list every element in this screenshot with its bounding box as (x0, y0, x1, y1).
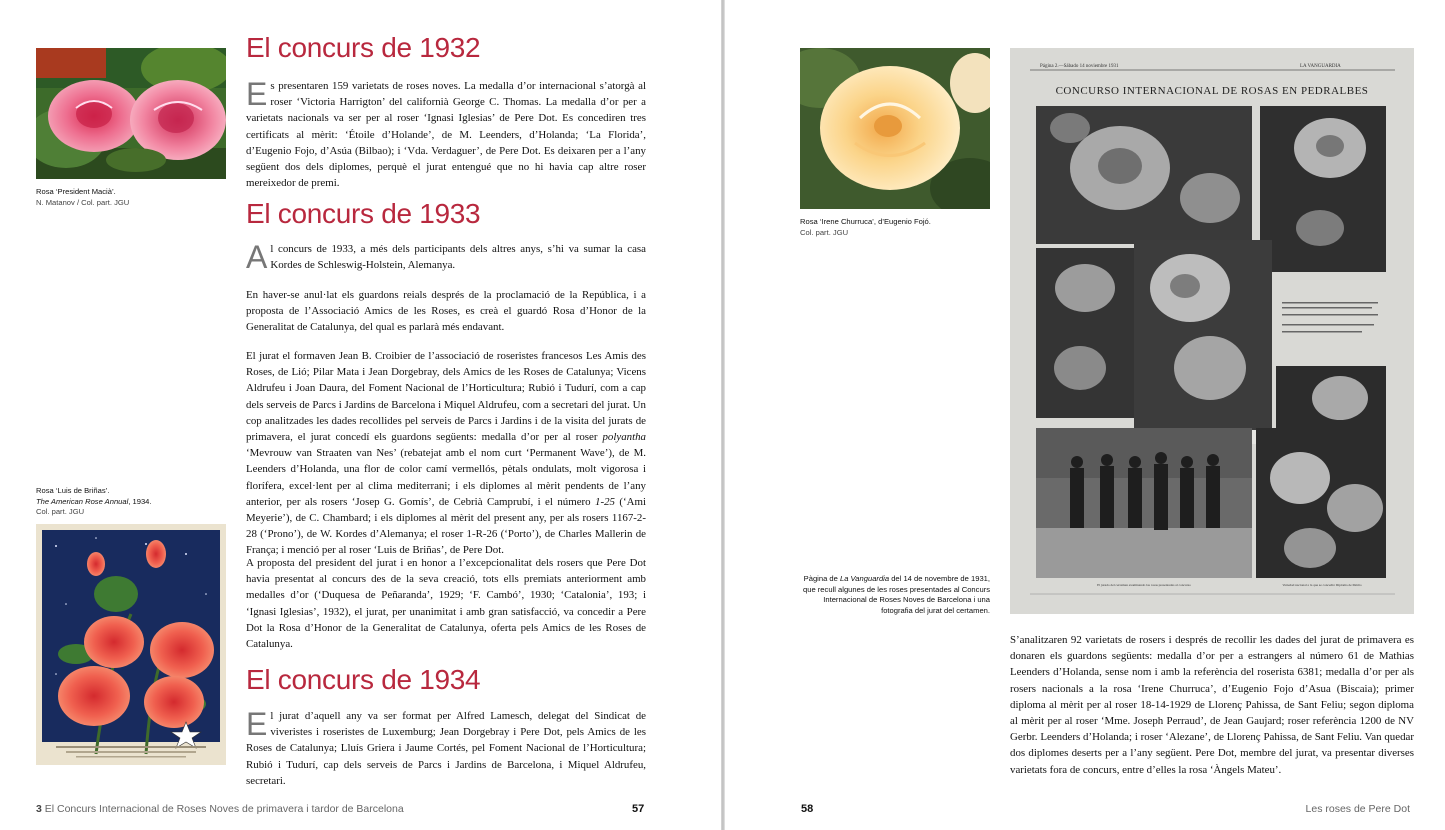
caption-credit: Col. part. JGU (36, 507, 85, 516)
paragraph-italic: polyantha (602, 431, 646, 444)
caption-source-italic: The American Rose Annual (36, 496, 129, 506)
caption-text: Pàgina de (803, 574, 840, 583)
paragraph-italic: 1-25 (595, 495, 615, 508)
drop-cap: E (246, 706, 268, 742)
paragraph-text: El jurat el formaven Jean B. Croibier de l’associació de roseristes francesos Les Amis des Roses, de Lió; Pilar Mata i Jean Dorgebray, dels Amics de les Roses de Catalunya; Vicens Aldrufeu i Joan Daura, del Foment Nacional de l’Horticultura; Rubió i Tudurí, com a cap dels serveis de Parcs i Jardins de Barcelona i Miquel Aldrufeu, com a secretari del jurat. Un cop analitzades les dades recollides pel serveis de Parcs i Jardins i de la visita del jurats de primavera, el jurat concedí els guardons següents: medalla d’or per al roser (246, 350, 646, 444)
newspaper-header-right: LA VANGUARDIA (1300, 64, 1341, 69)
chapter-number: 3 (36, 803, 42, 815)
photo-caption (36, 187, 226, 208)
caption-credit: N. Matanov / Col. part. JGU (36, 197, 130, 207)
caption-source-tail: , 1934. (128, 496, 152, 506)
caption-source (36, 497, 226, 508)
rose-illustration-luis-de-brinas (36, 524, 226, 765)
newspaper-page-la-vanguardia (1010, 48, 1414, 614)
paragraph-text: l jurat d’aquell any va ser format per Alfred Lamesch, delegat del Sindicat de viveristes i roseristes de Luxemburg; Jean Dorgebray i Pere Dot, pels Amics de les Roses de Catalunya; Lluís Griera i Jaume Cortés, pel Foment Nacional de l’Horticultura; Rubió i Tudurí, cap dels serveis de Parcs i Jardins de Barcelona, i Miquel Aldrufeu, secretari. (246, 710, 646, 787)
section-heading-1932: El concurs de 1932 (246, 32, 481, 63)
rose-photo-president-macia (36, 48, 226, 179)
page-number: 58 (801, 803, 814, 815)
paragraph (246, 241, 646, 273)
paragraph-text: s presentaren 159 varietats de roses noves. La medalla d’or internacional s’atorgà al roser ‘Victoria Harrigton’ del californià George C. Thomas. La medalla d’or per a varietats nacionals va ser per al roser ‘Ignasi Iglesias’ de Pere Dot. Es concediren tres certificats al mèrit: ‘Étoile d’Holande’, de M. Leenders, d’Holanda; ‘La Florida’, d’Eugenio Fojo, d’Asúa (Bilbao); i ‘Vda. Verdaguer’, de Pere Dot. Es deixaren per a l’any següent dos dels diplomes, perquè el jurat entengué que no hi havia cap altre roser mereixedor de premi. (246, 80, 646, 190)
paragraph: En haver-se anul·lat els guardons reials després de la proclamació de la República, i a proposta de l’Associació Amics de les Roses, es creà el guardó Rosa d’Honor de la Generalitat de Catalunya, del qual es parlarà més endavant. (246, 289, 646, 334)
paragraph-text: (‘Ami Meyerie’), de C. Chambard; i els diplomes al mèrit del present any, per als rosers 1167-2-28 (‘Prono’), de W. Kordes d’Alemanya; el roser 1-R-26 (‘Porto’), de Charles Mallerin de França; i menció per al roser ‘Luis de Briñas’, de Pere Dot. (246, 495, 647, 557)
newspaper-headline: CONCURSO INTERNACIONAL DE ROSAS EN PEDRALBES (1055, 85, 1369, 97)
page-number: 57 (632, 803, 645, 815)
newspaper-caption (791, 574, 990, 616)
paragraph: A proposta del president del jurat i en honor a l’excepcionalitat dels rosers que Pere Dot havia presentat al concurs des de la seva creació, tots ells premiats anteriorment amb medalles d’or (‘Duquesa de Peñaranda’, 1929; ‘F. Cambó’, 1930; ‘Catalonia’, 193; i ‘Ignasi Iglesias’, 1932), el jurat, per unanimitat i amb gran satisfacció, va concedir a Pere Dot la Rosa d’Honor de la Generalitat de Catalunya, oferta pels Amics de les Roses de Catalunya. (246, 557, 646, 651)
running-footer: Les roses de Pere Dot (1305, 803, 1410, 815)
photo-caption (800, 217, 1000, 238)
caption-title: Rosa ‘Luis de Briñas’. (36, 486, 110, 495)
drop-cap: A (246, 239, 268, 275)
caption-italic: La Vanguardia (839, 574, 890, 583)
section-heading-1934: El concurs de 1934 (246, 664, 481, 695)
drop-cap: E (246, 76, 268, 112)
running-footer (36, 803, 404, 815)
left-page (0, 0, 722, 830)
caption-text: del 14 de novembre de 1931, que recull algunes de les roses presentades al Concurs Internacional de Roses Noves de Barcelona i una fotografia del jurat del certamen. (803, 574, 990, 615)
newspaper-header-left: Página 2.—Sábado 14 noviembre 1931 (1040, 64, 1119, 69)
paragraph-text: l concurs de 1933, a més dels participants dels altres anys, s’hi va sumar la casa Kordes de Schleswig-Holstein, Alemanya. (270, 243, 646, 272)
newspaper-photo-caption: Variedad nacional a la que se concedió Diploma de Mérito (1282, 583, 1362, 587)
right-page (725, 0, 1445, 830)
photo-caption (36, 486, 226, 518)
paragraph: S’analitzaren 92 varietats de rosers i després de recollir les dades del jurat de primavera es donaren els guardons següents: medalla d’or per a estrangers al número 61 de Mathias Leenders d’Holanda, sense nom i amb la referència del roserista 6381; medalla d’or per als rosers nacionals a la rosa ‘Irene Churruca’, d’Eugenio Fojo d’Asua (Biscaia); primer diploma al mèrit per al roser 18-14-1929 de Llorenç Pahissa, de Sant Feliu; segon diploma al mèrit per al roser ‘Mme. Joseph Perraud’, de Jean Gaujard; roser referència 1200 de NV Gerbr. Leenders d’Holanda; i roser ‘Alezane’, de Llorenç Pahissa, de Sant Feliu. Van quedar dos diplomes deserts per a l’any següent. Pere Dot, membre del jurat, va presentar diverses varietats fora de concurs, entre d’elles la rosa ‘Àngels Mateu’. (1010, 634, 1414, 776)
rose-photo-irene-churruca (800, 48, 990, 209)
section-heading-1933: El concurs de 1933 (246, 198, 481, 229)
paragraph (246, 348, 646, 559)
newspaper-photo-caption: El jurado del certamen examinando las rosas presentadas al concurso (1097, 583, 1191, 587)
paragraph-text: ‘Mevrouw van Straaten van Nes’ (rebatejat amb el nom curt ‘Permanent Wave’), de M. Leenders d’Holanda, una flor de color camí vermellós, pètals ondulats, molt vigorosa i florífera, excel·lent per al clima mediterrani; i els diplomes al mèrit pendents de l’any anterior, per als rosers ‘Josep G. Gomís’, de Cebrià Camprubí, i el número (246, 447, 646, 508)
paragraph (246, 78, 646, 191)
caption-credit: Col. part. JGU (800, 227, 849, 237)
caption-title: Rosa ‘Irene Churruca’, d’Eugenio Fojó. (800, 217, 931, 226)
caption-title: Rosa ‘President Macià’. (36, 187, 116, 196)
chapter-title: El Concurs Internacional de Roses Noves de primavera i tardor de Barcelona (41, 803, 404, 815)
paragraph (246, 708, 646, 789)
